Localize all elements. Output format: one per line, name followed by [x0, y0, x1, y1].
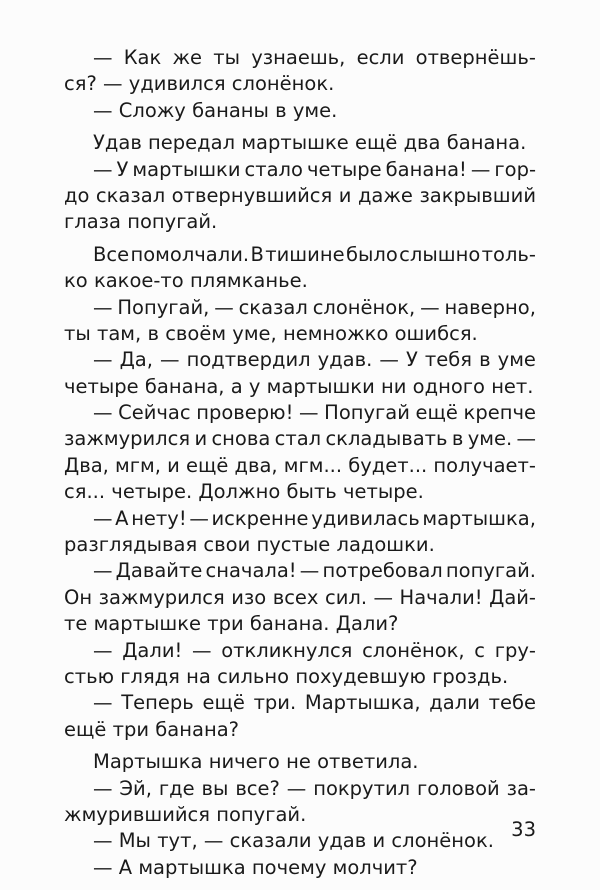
word: мартышка, [422, 506, 536, 530]
word: Удав [93, 131, 142, 155]
word: сказал [238, 295, 308, 319]
word: крепче [463, 401, 536, 425]
word: узнаешь, [251, 46, 346, 69]
word: ответила. [317, 750, 419, 774]
word: головой [417, 776, 500, 800]
word: зажмурился [64, 427, 191, 451]
word: будет... [348, 453, 428, 477]
word: мгм, [115, 453, 161, 477]
word: снова [211, 427, 271, 451]
word: банана! [385, 157, 467, 181]
word: а [230, 374, 243, 398]
text-line [64, 130, 536, 156]
word: уме [497, 348, 536, 372]
word: четыре. [111, 480, 193, 504]
word: два [403, 131, 441, 155]
word: всех [272, 585, 319, 609]
word: потребовал [322, 559, 443, 583]
word: нет. [491, 374, 534, 398]
word: те [64, 612, 88, 636]
word: Мартышка, [304, 691, 421, 715]
word: уме, [232, 321, 277, 345]
word: тут, [157, 829, 198, 853]
word: немножко [282, 321, 389, 345]
word: быть [286, 480, 337, 504]
word: — [299, 401, 319, 425]
word: бананы [192, 98, 269, 122]
word: отвернувшийся [171, 183, 333, 207]
text-line [64, 802, 536, 828]
word: В [250, 242, 264, 266]
word: ко [64, 269, 88, 293]
word: ещё [185, 453, 229, 477]
text-line [64, 479, 536, 505]
word: и [194, 427, 208, 451]
word: сначала! [205, 559, 297, 583]
word: два, [234, 453, 278, 477]
word: сил. [324, 585, 368, 609]
word: — [93, 691, 113, 715]
word: плямканье. [189, 269, 308, 293]
text-line [64, 506, 536, 532]
word: Дали! [122, 638, 183, 662]
word: ся? [64, 72, 97, 96]
text-line [64, 749, 536, 775]
word: сказал [95, 183, 166, 207]
word: Как [123, 46, 162, 69]
word: — [93, 559, 113, 583]
word: ещё [202, 691, 245, 715]
word: тебе [488, 691, 536, 715]
word: четыре [64, 374, 139, 398]
word: — [379, 348, 399, 372]
word: Мартышка [93, 750, 203, 774]
word: там, [97, 321, 142, 345]
word: попугай. [127, 210, 218, 234]
word: пустые [256, 533, 331, 557]
text-line [64, 664, 536, 690]
word: если [356, 46, 405, 69]
word: мартышке [93, 612, 202, 636]
word: одного [412, 374, 485, 398]
word: глядя [120, 664, 180, 688]
word: у [248, 374, 261, 398]
word: — [93, 157, 113, 181]
word: Попугай, [117, 295, 210, 319]
word: удав [317, 829, 367, 853]
word: же [172, 46, 203, 69]
word: удивилась [311, 506, 420, 530]
word: Попугай [324, 401, 410, 425]
word: попугай. [445, 559, 536, 583]
text-line [64, 347, 536, 373]
word: три [207, 612, 244, 636]
word: мартышки [266, 374, 375, 398]
word: попугай. [216, 802, 307, 826]
word: стал [274, 427, 322, 451]
word: своём [165, 321, 227, 345]
word: банана? [155, 717, 239, 741]
word: гор- [494, 157, 536, 181]
word: дали [429, 691, 480, 715]
word: толь- [481, 242, 536, 266]
word: ошибся. [394, 321, 478, 345]
text-line [64, 242, 536, 268]
word: все? [235, 776, 280, 800]
word: Сейчас [118, 401, 191, 425]
word: с [474, 638, 486, 662]
word: — [373, 585, 394, 609]
word: складывать [325, 427, 448, 451]
word: вы [201, 776, 229, 800]
word: Должно [198, 480, 281, 504]
story-text [64, 45, 536, 881]
word: Мы [118, 829, 151, 853]
word: слышно [399, 242, 481, 266]
word: до [64, 183, 90, 207]
word: помолчали. [130, 242, 250, 266]
word: уме. [292, 98, 338, 122]
word: проверю! [196, 401, 294, 425]
text-line [64, 321, 536, 347]
word: Дай- [489, 585, 536, 609]
text-line [64, 400, 536, 426]
word: тишине [265, 242, 345, 266]
text-line [64, 638, 536, 664]
word: стью [64, 664, 114, 688]
word: наверно, [444, 295, 536, 319]
text-line [64, 828, 536, 854]
text-line [64, 611, 536, 637]
word: Да, [119, 348, 153, 372]
word: почему [251, 855, 327, 879]
word: ладошки. [336, 533, 435, 557]
word: — [214, 295, 234, 319]
word: ты [213, 46, 241, 69]
word: — [299, 559, 320, 583]
word: ещё [64, 717, 107, 741]
text-line [64, 558, 536, 584]
word: в [451, 427, 464, 451]
word: три. [253, 691, 297, 715]
word: искренне [211, 506, 309, 530]
word: мгм... [283, 453, 343, 477]
word: ни [381, 374, 407, 398]
text-line [64, 374, 536, 400]
word: подтвердил [186, 348, 311, 372]
word: Сложу [118, 98, 186, 122]
text-line [64, 157, 536, 183]
word: удав. [317, 348, 373, 372]
text-line [64, 295, 536, 321]
word: получает- [433, 453, 536, 477]
word: — [93, 855, 113, 879]
word: ты [64, 321, 91, 345]
text-line [64, 532, 536, 558]
word: ещё [354, 131, 398, 155]
word: — [160, 348, 180, 372]
text-line [64, 453, 536, 479]
word: — [93, 295, 113, 319]
word: — [103, 72, 123, 96]
word: слонёнок, [362, 638, 465, 662]
page-number: 33 [511, 818, 536, 841]
text-line [64, 776, 536, 802]
word: слонёнок. [231, 72, 335, 96]
word: У [405, 348, 418, 372]
word: тебя [424, 348, 473, 372]
text-line [64, 183, 536, 209]
word: — [192, 638, 212, 662]
word: нету! [131, 506, 187, 530]
word: закрывший [419, 183, 536, 207]
word: — [470, 157, 491, 181]
text-line [64, 717, 536, 743]
word: — [516, 427, 536, 451]
word: зажмурился [98, 585, 225, 609]
word: А [118, 855, 133, 879]
word: уме. [467, 427, 513, 451]
word: какое-то [93, 269, 184, 293]
word: четыре [306, 157, 382, 181]
text-line [64, 98, 536, 124]
word: молчит? [332, 855, 418, 879]
word: на [186, 664, 211, 688]
word: У [116, 157, 129, 181]
word: банана. [249, 612, 330, 636]
word: и [338, 183, 352, 207]
word: ничего [208, 750, 280, 774]
word: сказали [229, 829, 312, 853]
word: — [93, 638, 113, 662]
word: в [275, 98, 287, 122]
text-line [64, 585, 536, 611]
word: похудевшую [295, 664, 426, 688]
word: — [93, 401, 113, 425]
word: — [93, 348, 113, 372]
word: Дали? [335, 612, 399, 636]
word: изо [231, 585, 267, 609]
text-line [64, 690, 536, 716]
word: Теперь [121, 691, 194, 715]
word: — [93, 98, 113, 122]
word: Эй, [119, 776, 152, 800]
text-line [64, 268, 536, 294]
word: — [203, 829, 224, 853]
word: слонёнок. [391, 829, 494, 853]
word: откликнулся [221, 638, 353, 662]
word: гроздь. [432, 664, 509, 688]
word: — [93, 776, 113, 800]
word: жмурившийся [64, 802, 211, 826]
word: — [93, 829, 113, 853]
word: слонёнок, [312, 295, 416, 319]
word: банана. [446, 131, 527, 155]
word: за- [506, 776, 536, 800]
text-line [64, 426, 536, 452]
word: Давайте [115, 559, 203, 583]
word: ся... [64, 480, 106, 504]
word: Два, [64, 453, 109, 477]
word: мартышки [132, 157, 241, 181]
word: не [286, 750, 311, 774]
text-line [64, 45, 536, 71]
word: — [93, 46, 113, 69]
word: сильно [217, 664, 290, 688]
word: — [286, 776, 307, 800]
word: Начали! [399, 585, 483, 609]
word: даже [357, 183, 413, 207]
word: три [112, 717, 150, 741]
word: банана, [144, 374, 225, 398]
word: покрутил [313, 776, 411, 800]
word: где [158, 776, 195, 800]
word: мартышка [138, 855, 246, 879]
word: свои [203, 533, 251, 557]
word: Все [93, 242, 130, 266]
word: разглядывая [64, 533, 198, 557]
word: — [93, 506, 113, 530]
word: в [479, 348, 491, 372]
word: стало [244, 157, 303, 181]
word: отвернёшь- [415, 46, 536, 69]
word: Он [64, 585, 93, 609]
text-line [64, 855, 536, 881]
word: глаза [64, 210, 121, 234]
word: гру- [494, 638, 536, 662]
text-line [64, 209, 536, 235]
word: передал [148, 131, 236, 155]
word: — [189, 506, 209, 530]
word: было [345, 242, 398, 266]
word: — [420, 295, 440, 319]
word: и [372, 829, 386, 853]
word: четыре. [343, 480, 424, 504]
word: и [167, 453, 180, 477]
word: мартышке [241, 131, 349, 155]
word: А [115, 506, 129, 530]
word: удивился [128, 72, 226, 96]
word: в [147, 321, 159, 345]
text-line [64, 71, 536, 97]
word: ещё [415, 401, 458, 425]
